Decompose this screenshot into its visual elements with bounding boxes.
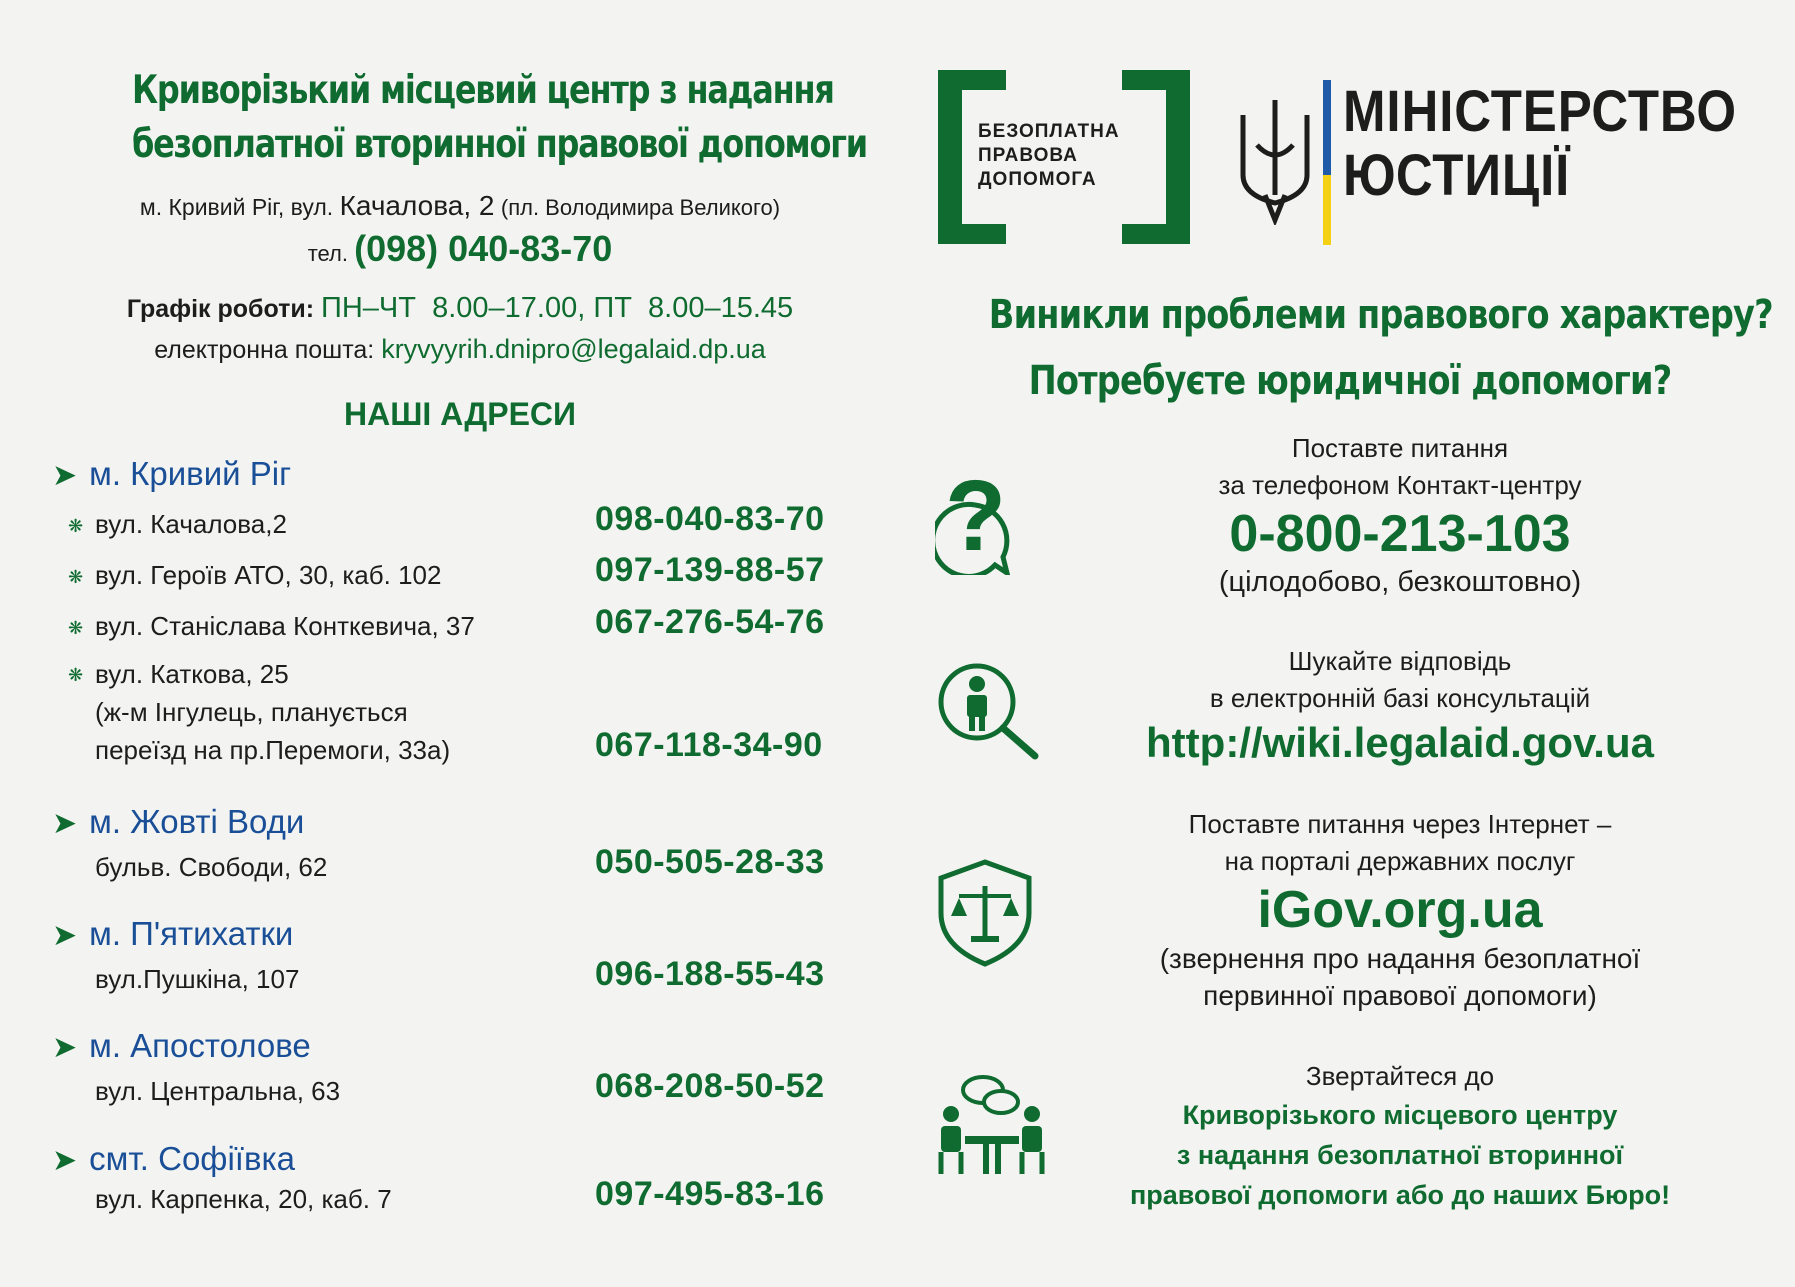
b3-line-4: первинної правової допомоги) [1203, 980, 1597, 1011]
search-person-icon [935, 660, 1040, 760]
knowledge-base-block [1060, 643, 1740, 769]
phone-sofiivka[interactable]: 097-495-83-16 [595, 1175, 825, 1213]
b2-line-1: Шукайте відповідь [1288, 646, 1512, 676]
bullet-icon: ❋ [68, 567, 84, 587]
igov-link[interactable]: iGov.org.ua [1257, 881, 1543, 939]
question-mark-icon [935, 465, 1015, 575]
street-apostolove: вул. Центральна, 63 [95, 1076, 341, 1106]
trident-icon [1235, 95, 1315, 225]
bullet-icon: ❋ [68, 516, 84, 536]
phone-1[interactable]: 098-040-83-70 [595, 500, 825, 538]
contact-center-block [1060, 430, 1740, 601]
arrow-icon: ➤ [52, 459, 78, 492]
schedule [60, 292, 860, 325]
address-prefix: м. Кривий Ріг, вул. [139, 194, 334, 220]
street-4-line-3: переїзд на пр.Перемоги, 33а) [95, 735, 451, 765]
ministry-line-2: ЮСТИЦІЇ [1343, 143, 1571, 208]
ministry-line-1: МІНІСТЕРСТВО [1343, 79, 1737, 144]
street-4 [95, 655, 450, 769]
city-apostolove [52, 1027, 311, 1065]
center-title-line-1: Криворізький місцевий центр з надання [132, 68, 834, 113]
bpd-line-2: ПРАВОВА [978, 145, 1078, 166]
arrow-icon: ➤ [52, 807, 78, 840]
city-kryvyi-rih [52, 455, 291, 493]
phone-pyatykhatky[interactable]: 096-188-55-43 [595, 955, 825, 993]
street-3: вул. Станіслава Конткевича, 37 [95, 611, 475, 641]
phone-2[interactable]: 097-139-88-57 [595, 551, 825, 589]
arrow-icon: ➤ [52, 1031, 78, 1064]
phone-apostolove[interactable]: 068-208-50-52 [595, 1067, 825, 1105]
street-1: вул. Качалова,2 [95, 509, 287, 539]
center-title [132, 64, 867, 172]
b1-line-2: за телефоном Контакт-центру [1218, 470, 1582, 500]
main-phone [60, 228, 860, 270]
schedule-label: Графік роботи: [126, 295, 315, 323]
svg-text:?: ? [945, 465, 1007, 572]
city-name: м. П'ятихатки [89, 915, 294, 952]
bullet-icon: ❋ [68, 665, 84, 685]
street-pyatykhatky: вул.Пушкіна, 107 [95, 964, 300, 994]
bpd-line-3: ДОПОМОГА [978, 169, 1097, 190]
question-heading [988, 282, 1773, 414]
b1-line-1: Поставте питання [1291, 433, 1509, 463]
b3-line-3: (звернення про надання безоплатної [1159, 943, 1641, 974]
address-main: Качалова, 2 [339, 190, 495, 221]
email-link[interactable]: kryvyyrih.dnipro@legalaid.dp.ua [381, 334, 766, 364]
street-4-line-1: вул. Каткова, 25 [95, 659, 289, 689]
main-address [60, 190, 860, 222]
city-name: смт. Софіївка [89, 1140, 296, 1177]
tel-label: тел. [307, 241, 348, 266]
phone-4[interactable]: 067-118-34-90 [595, 726, 823, 764]
question-line-2: Потребуєте юридичної допомоги? [1028, 358, 1672, 404]
b1-line-3: (цілодобово, безкоштовно) [1218, 566, 1582, 598]
b4-line-1: Звертайтеся до [1305, 1061, 1495, 1091]
igov-block [1060, 806, 1740, 1014]
city-name: м. Апостолове [89, 1027, 311, 1064]
visit-us-block [1060, 1058, 1740, 1215]
b3-line-2: на порталі державних послуг [1224, 846, 1576, 876]
street-4-line-2: (ж-м Інгулець, планується [95, 697, 408, 727]
city-sofiivka [52, 1140, 295, 1178]
consultation-icon [935, 1070, 1050, 1180]
email-label: електронна пошта: [154, 336, 375, 364]
b4-green-3: правової допомоги або до наших Бюро! [1129, 1180, 1671, 1210]
street-zhovti-vody: бульв. Свободи, 62 [95, 852, 328, 882]
city-pyatykhatky [52, 915, 293, 953]
our-addresses-heading: НАШІ АДРЕСИ [343, 396, 577, 432]
street-sofiivka: вул. Карпенка, 20, каб. 7 [95, 1184, 392, 1214]
bullet-icon: ❋ [68, 618, 84, 638]
email [60, 334, 860, 365]
flag-yellow [1323, 175, 1331, 245]
b4-green-2: з надання безоплатної вторинної [1176, 1140, 1624, 1170]
wiki-link[interactable]: http://wiki.legalaid.gov.ua [1146, 719, 1654, 766]
b4-green-1: Криворізького місцевого центру [1182, 1100, 1618, 1130]
city-name: м. Кривий Ріг [89, 455, 292, 492]
street-2: вул. Героїв АТО, 30, каб. 102 [95, 560, 442, 590]
phone-3[interactable]: 067-276-54-76 [595, 603, 825, 641]
hotline-number[interactable]: 0-800-213-103 [1229, 505, 1571, 563]
city-name: м. Жовті Води [89, 803, 305, 840]
tel-value[interactable]: (098) 040-83-70 [354, 228, 613, 269]
ministry-logo [1235, 80, 1775, 250]
phone-zhovti-vody[interactable]: 050-505-28-33 [595, 843, 825, 881]
b2-line-2: в електронній базі консультацій [1209, 683, 1591, 713]
city-zhovti-vody [52, 803, 304, 841]
b3-line-1: Поставте питання через Інтернет – [1188, 809, 1612, 839]
arrow-icon: ➤ [52, 919, 78, 952]
schedule-value: ПН–ЧТ 8.00–17.00, ПТ 8.00–15.45 [321, 292, 794, 324]
scales-shield-icon [935, 858, 1035, 968]
bpd-logo [938, 70, 1190, 244]
bpd-line-1: БЕЗОПЛАТНА [978, 121, 1120, 142]
arrow-icon: ➤ [52, 1144, 78, 1177]
center-title-line-2: безоплатної вторинної правової допомоги [132, 122, 867, 167]
address-note: (пл. Володимира Великого) [500, 195, 781, 220]
question-line-1: Виникли проблеми правового характеру? [988, 292, 1773, 338]
